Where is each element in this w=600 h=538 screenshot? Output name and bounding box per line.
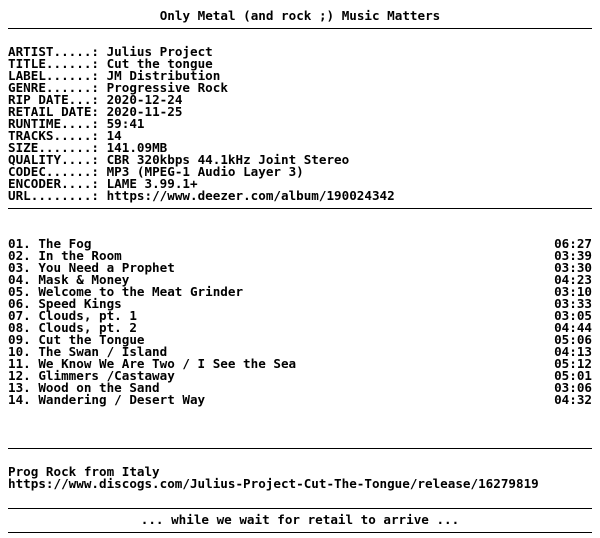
track-title: 12. Glimmers /Castaway [8,368,175,383]
track-row [8,394,592,406]
track-title: 07. Clouds, pt. 1 [8,308,137,323]
track-duration: 04:32 [554,392,592,407]
track-title: 01. The Fog [8,236,92,251]
track-duration: 03:30 [554,260,592,275]
track-title: 05. Welcome to the Meat Grinder [8,284,244,299]
notes-description: Prog Rock from Italy [8,464,160,479]
info-genre: GENRE......: Progressive Rock [8,80,228,95]
separator-line [8,502,592,514]
info-size: SIZE.......: 141.09MB [8,140,168,155]
track-duration: 05:12 [554,356,592,371]
info-url: URL........: https://www.deezer.com/album/190024342 [8,188,395,203]
track-title: 14. Wandering / Desert Way [8,392,206,407]
track-duration: 03:06 [554,380,592,395]
info-codec: CODEC......: MP3 (MPEG-1 Audio Layer 3) [8,164,304,179]
info-quality: QUALITY....: CBR 320kbps 44.1kHz Joint Stereo [8,152,350,167]
info-artist: ARTIST.....: Julius Project [8,44,213,59]
header-title: Only Metal (and rock ;) Music Matters [159,8,441,23]
separator-line [8,202,592,214]
track-title: 13. Wood on the Sand [8,380,160,395]
track-duration: 03:39 [554,248,592,263]
info-title: TITLE......: Cut the tongue [8,56,213,71]
track-title: 08. Clouds, pt. 2 [8,320,137,335]
track-title: 06. Speed Kings [8,296,122,311]
track-duration: 04:44 [554,320,592,335]
separator-line [8,442,592,454]
info-label: LABEL......: JM Distribution [8,68,221,83]
track-duration: 06:27 [554,236,592,251]
track-duration: 04:23 [554,272,592,287]
track-title: 10. The Swan / Island [8,344,168,359]
track-duration: 04:13 [554,344,592,359]
track-duration: 03:33 [554,296,592,311]
track-title: 03. You Need a Prophet [8,260,175,275]
release-info [8,46,592,202]
notes-discogs-url: https://www.discogs.com/Julius-Project-Cut-The-Tongue/release/16279819 [8,476,539,491]
track-title: 04. Mask & Money [8,272,130,287]
track-title: 09. Cut the Tongue [8,332,145,347]
info-runtime: RUNTIME....: 59:41 [8,116,145,131]
track-title: 02. In the Room [8,248,122,263]
track-duration: 03:05 [554,308,592,323]
info-rip-date: RIP DATE...: 2020-12-24 [8,92,183,107]
nfo-document [8,10,592,538]
info-encoder: ENCODER....: LAME 3.99.1+ [8,176,198,191]
separator-line [8,22,592,34]
footer-text: ... while we wait for retail to arrive ... [140,512,460,527]
track-title: 11. We Know We Are Two / I See the Sea [8,356,297,371]
tracklist [8,238,592,406]
info-tracks: TRACKS.....: 14 [8,128,122,143]
track-duration: 05:01 [554,368,592,383]
info-retail-date: RETAIL DATE: 2020-11-25 [8,104,183,119]
track-duration: 05:06 [554,332,592,347]
track-duration: 03:10 [554,284,592,299]
